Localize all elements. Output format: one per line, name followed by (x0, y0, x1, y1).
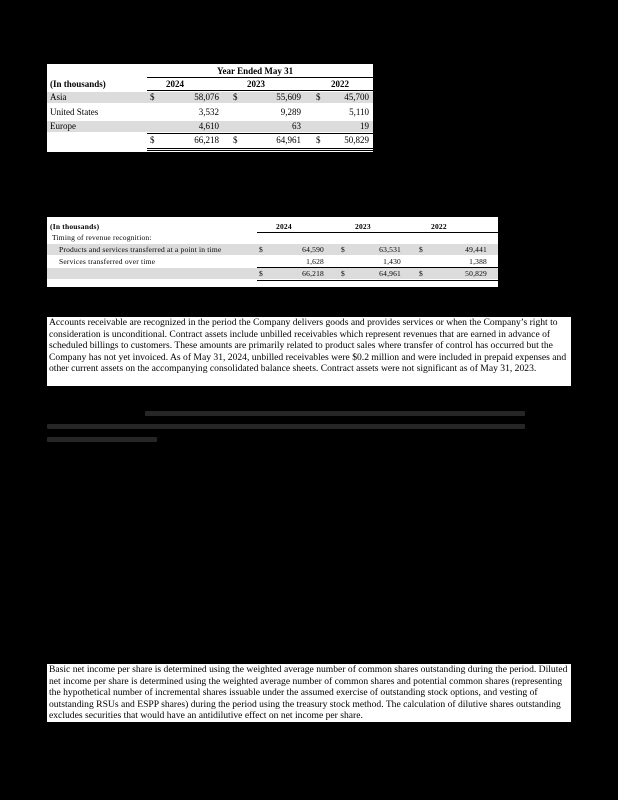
total-2024: 66,218 (194, 135, 219, 145)
table2-col-label: (In thousands) (50, 222, 100, 231)
row-label: Asia (50, 92, 67, 102)
value-2022: 49,441 (465, 245, 487, 254)
row-label: Europe (50, 121, 76, 131)
net-income-per-share-paragraph: Basic net income per share is determined using the weighted average number of common shares outstanding during the period. Diluted net income per share is determined using the weighted average number of common shares and potential common shares (representing the hypothetical number of incremental shares issuable under the assumed exercise of outstanding stock options, and vesting of outstanding RSUs and ESPP shares) during the period using the treasury stock method. The calculation of dilutive shares outstanding excludes securities that would have an antidilutive effect on net income per share. (47, 664, 571, 722)
table2-year-2024: 2024 (276, 222, 292, 231)
table1-year-2022: 2022 (331, 79, 349, 89)
row-label: Products and services transferred at a point in time (59, 245, 222, 254)
section-label: Timing of revenue recognition: (52, 233, 152, 242)
row-label: United States (50, 107, 99, 117)
table2-year-2022: 2022 (431, 222, 447, 231)
currency-sign: $ (341, 245, 345, 254)
currency-sign: $ (316, 135, 321, 145)
total-2024: 66,218 (302, 269, 324, 278)
currency-sign: $ (233, 92, 238, 102)
table-row (47, 244, 498, 255)
currency-sign: $ (419, 269, 423, 278)
table1-col-label: (In thousands) (50, 79, 106, 89)
revenue-by-geography-table (47, 64, 373, 152)
currency-sign: $ (341, 269, 345, 278)
table-row (47, 92, 373, 103)
currency-sign: $ (150, 135, 155, 145)
value-2023: 55,609 (276, 92, 301, 102)
value-2024: 64,590 (302, 245, 324, 254)
value-2023: 9,289 (280, 107, 301, 117)
table1-year-2024: 2024 (166, 79, 184, 89)
value-2024: 3,532 (198, 107, 219, 117)
table-row (47, 256, 498, 267)
currency-sign: $ (150, 92, 155, 102)
value-2022: 19 (360, 121, 369, 131)
table2-section-row (47, 232, 498, 243)
total-2023: 64,961 (276, 135, 301, 145)
value-2022: 5,110 (349, 107, 369, 117)
value-2022: 1,388 (469, 257, 487, 266)
currency-sign: $ (259, 269, 263, 278)
total-2022: 50,829 (465, 269, 487, 278)
currency-sign: $ (259, 245, 263, 254)
total-2022: 50,829 (344, 135, 369, 145)
value-2023: 63,531 (379, 245, 401, 254)
value-2023: 1,430 (383, 257, 401, 266)
value-2024: 4,610 (198, 121, 219, 131)
table2-total-row (47, 268, 498, 279)
currency-sign: $ (316, 92, 321, 102)
table1-header-row (47, 79, 373, 90)
table-row (47, 121, 373, 132)
table-row (47, 107, 373, 118)
value-2022: 45,700 (344, 92, 369, 102)
value-2024: 58,076 (194, 92, 219, 102)
currency-sign: $ (233, 135, 238, 145)
total-2023: 64,961 (379, 269, 401, 278)
value-2023: 63 (292, 121, 301, 131)
row-label: Services transferred over time (59, 257, 156, 266)
table1-year-2023: 2023 (247, 79, 265, 89)
table2-year-2023: 2023 (355, 222, 371, 231)
accounts-receivable-paragraph: Accounts receivable are recognized in the period the Company delivers goods and provides services or when the Company’s right to consideration is unconditional. Contract assets include unbilled receivables which represent revenues that are earned in advance of scheduled billings to customers. These amounts are primarily related to product sales where transfer of control has occurred but the Company has not yet invoiced. As of May 31, 2024, unbilled receivables were $0.2 million and were included in prepaid expenses and other current assets on the accompanying consolidated balance sheets. Contract assets were not significant as of May 31, 2023. (47, 317, 571, 386)
table2-header-row (47, 221, 498, 232)
table1-year-heading: Year Ended May 31 (217, 66, 294, 76)
revenue-timing-table (47, 217, 498, 287)
table1-total-row (47, 135, 373, 146)
redacted-text-block (47, 409, 527, 445)
value-2024: 1,628 (306, 257, 324, 266)
currency-sign: $ (419, 245, 423, 254)
